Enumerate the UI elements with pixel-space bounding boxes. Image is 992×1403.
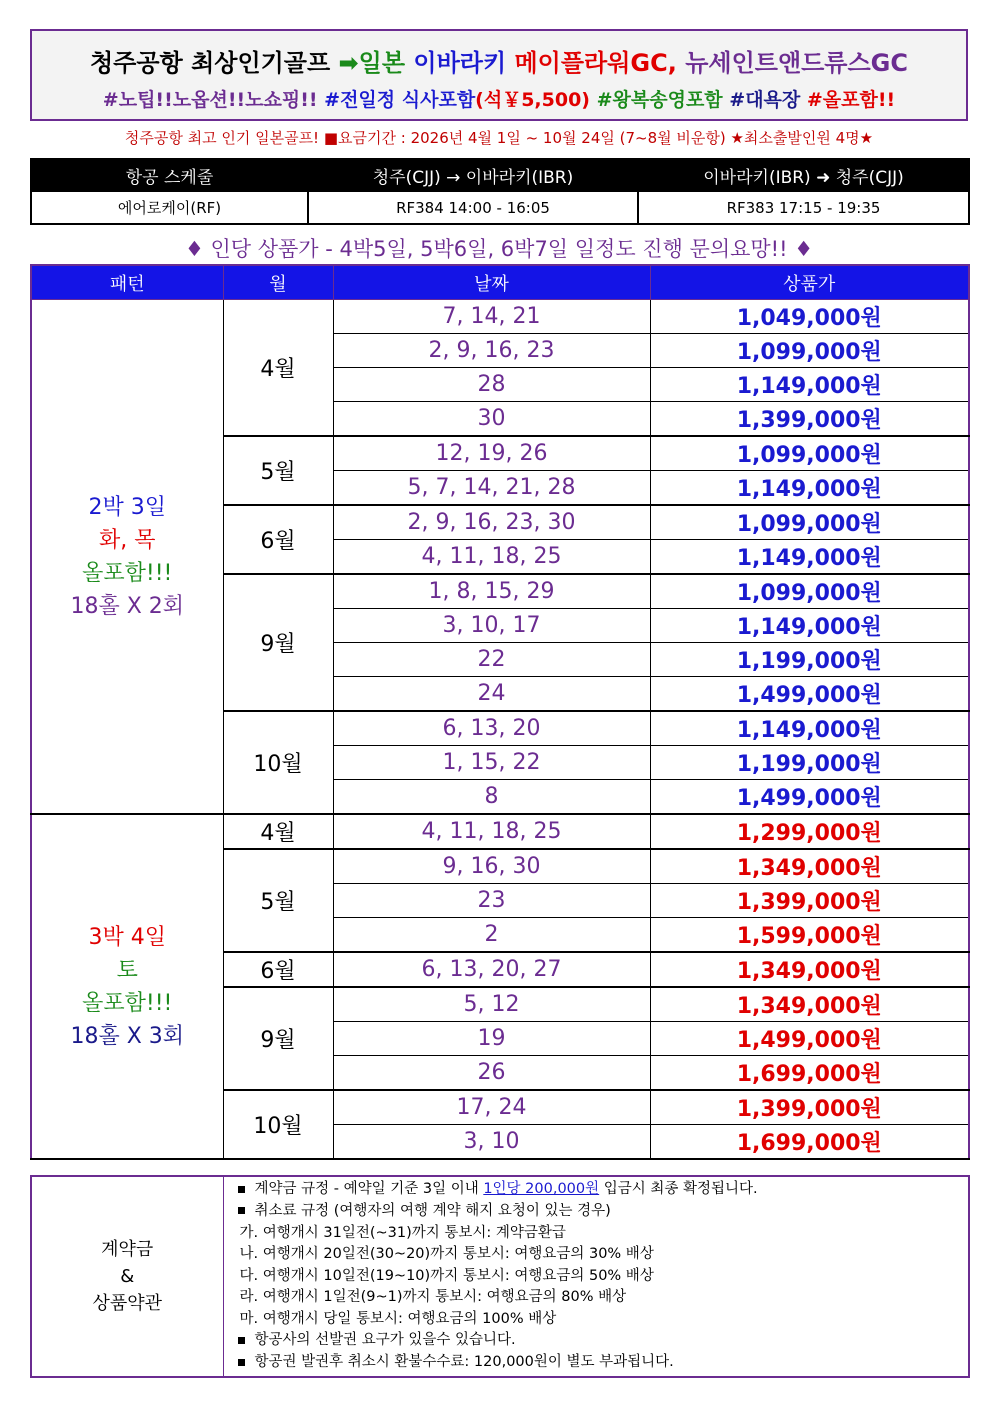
price-cell: 1,699,000원 xyxy=(650,1056,969,1091)
terms-text: 나. 여행개시 20일전(30~20)까지 통보시: 여행요금의 30% 배상 xyxy=(239,1246,654,1263)
price-cell: 1,099,000원 xyxy=(650,436,969,471)
dates-cell: 2 xyxy=(333,918,650,953)
dates-cell: 17, 24 xyxy=(333,1090,650,1125)
price-cell: 1,049,000원 xyxy=(650,300,969,334)
dates-cell: 3, 10, 17 xyxy=(333,609,650,643)
flight-schedule-table xyxy=(30,158,970,225)
pattern-line: 토 xyxy=(116,957,138,983)
price-header-dates: 날짜 xyxy=(333,265,650,300)
dates-cell: 5, 7, 14, 21, 28 xyxy=(333,471,650,506)
dates-cell: 2, 9, 16, 23, 30 xyxy=(333,505,650,540)
flight-return-time: RF383 17:15 - 19:35 xyxy=(638,191,969,224)
dates-cell: 12, 19, 26 xyxy=(333,436,650,471)
price-header-month: 월 xyxy=(223,265,333,300)
flight-outbound-time: RF384 14:00 - 16:05 xyxy=(308,191,638,224)
dates-cell: 3, 10 xyxy=(333,1125,650,1160)
square-bullet-icon xyxy=(238,1186,245,1193)
terms-item xyxy=(238,1330,969,1352)
pattern-line: 3박 4일 xyxy=(88,924,166,950)
price-table xyxy=(30,264,970,1160)
month-cell: 10월 xyxy=(223,711,333,814)
month-cell: 5월 xyxy=(223,436,333,505)
dates-cell: 19 xyxy=(333,1022,650,1056)
terms-text: 항공권 발권후 취소시 환불수수료: 120,000원이 별도 부과됩니다. xyxy=(254,1354,674,1371)
price-cell: 1,299,000원 xyxy=(650,814,969,849)
title-segment: 이바라키 xyxy=(413,49,515,77)
terms-text: 가. 여행개시 31일전(~31)까지 통보시: 계약금환급 xyxy=(239,1224,566,1241)
dates-cell: 30 xyxy=(333,402,650,437)
price-cell: 1,149,000원 xyxy=(650,471,969,506)
title-line-1 xyxy=(32,43,966,78)
dates-cell: 23 xyxy=(333,884,650,918)
dates-cell: 6, 13, 20, 27 xyxy=(333,952,650,987)
pattern-line: 올포함!!! xyxy=(82,990,173,1016)
dates-cell: 4, 11, 18, 25 xyxy=(333,814,650,849)
title-line-2 xyxy=(32,85,966,112)
dates-cell: 2, 9, 16, 23 xyxy=(333,334,650,368)
month-cell: 6월 xyxy=(223,952,333,987)
price-cell: 1,099,000원 xyxy=(650,574,969,609)
title-box xyxy=(30,29,968,121)
price-cell: 1,349,000원 xyxy=(650,987,969,1022)
dates-cell: 22 xyxy=(333,643,650,677)
table-row xyxy=(31,300,969,334)
price-cell: 1,149,000원 xyxy=(650,609,969,643)
month-cell: 9월 xyxy=(223,987,333,1090)
price-cell: 1,149,000원 xyxy=(650,368,969,402)
terms-label-line: 계약금 xyxy=(101,1239,154,1260)
price-table-body xyxy=(31,300,969,1160)
pattern-line: 18홀 X 2회 xyxy=(70,593,185,619)
dates-cell: 24 xyxy=(333,677,650,712)
pattern-cell xyxy=(31,300,223,815)
dates-cell: 8 xyxy=(333,780,650,815)
terms-item xyxy=(238,1244,969,1266)
terms-label-line: & xyxy=(120,1266,135,1287)
terms-text: 항공사의 선발권 요구가 있을수 있습니다. xyxy=(254,1332,516,1349)
month-cell: 9월 xyxy=(223,574,333,711)
terms-item xyxy=(238,1352,969,1374)
terms-text: 취소료 규정 (여행자의 여행 계약 해지 요청이 있는 경우) xyxy=(254,1202,611,1219)
hashtag-segment: #전일정 식사포함 xyxy=(324,89,476,111)
price-cell: 1,399,000원 xyxy=(650,1090,969,1125)
flight-header-outbound: 청주(CJJ) → 이바라키(IBR) xyxy=(308,159,638,191)
hashtag-segment: (석￥5,500) xyxy=(475,89,597,111)
hashtag-segment: #대욕장 xyxy=(729,89,807,111)
terms-label xyxy=(31,1176,223,1377)
terms-text: 마. 여행개시 당일 통보시: 여행요금의 100% 배상 xyxy=(239,1310,557,1327)
title-segment: ➡일본 xyxy=(338,49,414,77)
square-bullet-icon xyxy=(238,1337,245,1344)
hashtag-segment: #올포함!! xyxy=(806,89,896,111)
price-cell: 1,399,000원 xyxy=(650,884,969,918)
pattern-line: 올포함!!! xyxy=(82,560,173,586)
pattern-cell xyxy=(31,814,223,1159)
terms-item xyxy=(238,1309,969,1331)
price-cell: 1,199,000원 xyxy=(650,643,969,677)
month-cell: 6월 xyxy=(223,505,333,574)
flight-airline: 에어로케이(RF) xyxy=(31,191,308,224)
flight-header-return: 이바라키(IBR) ➜ 청주(CJJ) xyxy=(638,159,969,191)
terms-label-line: 상품약관 xyxy=(92,1293,163,1314)
terms-table xyxy=(30,1175,970,1378)
terms-text: 라. 여행개시 1일전(9~1)까지 통보시: 여행요금의 80% 배상 xyxy=(239,1289,627,1306)
price-cell: 1,499,000원 xyxy=(650,780,969,815)
price-cell: 1,499,000원 xyxy=(650,677,969,712)
price-cell: 1,699,000원 xyxy=(650,1125,969,1160)
price-cell: 1,199,000원 xyxy=(650,746,969,780)
square-bullet-icon xyxy=(238,1207,245,1214)
hashtag-segment: #왕복송영포함 xyxy=(596,89,730,111)
price-header-pattern: 패턴 xyxy=(31,265,223,300)
per-person-price-note: ♦ 인당 상품가 - 4박5일, 5박6일, 6박7일 일정도 진행 문의요망!! ♦ xyxy=(184,237,814,261)
terms-text: 계약금 규정 - 예약일 기준 3일 이내 xyxy=(254,1181,484,1198)
pattern-line: 18홀 X 3회 xyxy=(70,1023,185,1049)
terms-item xyxy=(238,1223,969,1245)
title-segment: 뉴세인트앤드류스GC xyxy=(685,49,908,77)
dates-cell: 5, 12 xyxy=(333,987,650,1022)
month-cell: 10월 xyxy=(223,1090,333,1159)
pattern-line: 2박 3일 xyxy=(88,494,166,520)
dates-cell: 26 xyxy=(333,1056,650,1091)
dates-cell: 7, 14, 21 xyxy=(333,300,650,334)
price-cell: 1,099,000원 xyxy=(650,334,969,368)
dates-cell: 4, 11, 18, 25 xyxy=(333,540,650,575)
dates-cell: 1, 15, 22 xyxy=(333,746,650,780)
dates-cell: 9, 16, 30 xyxy=(333,849,650,884)
table-row xyxy=(31,814,969,849)
month-cell: 5월 xyxy=(223,849,333,952)
hashtag-segment: #노팁!!노옵션!!노쇼핑!! xyxy=(102,89,325,111)
terms-item xyxy=(238,1287,969,1309)
pattern-line: 화, 목 xyxy=(99,527,156,553)
price-cell: 1,099,000원 xyxy=(650,505,969,540)
price-cell: 1,349,000원 xyxy=(650,849,969,884)
terms-text: 다. 여행개시 10일전(19~10)까지 통보시: 여행요금의 50% 배상 xyxy=(239,1267,654,1284)
square-bullet-icon xyxy=(238,1359,245,1366)
title-segment: 청주공항 최상인기골프 xyxy=(89,49,339,77)
terms-item xyxy=(238,1179,969,1201)
price-cell: 1,599,000원 xyxy=(650,918,969,953)
price-header-price: 상품가 xyxy=(650,265,969,300)
month-cell: 4월 xyxy=(223,300,333,437)
terms-text: 입금시 최종 확정됩니다. xyxy=(599,1181,758,1198)
title-segment: 메이플라워GC, xyxy=(514,49,686,77)
terms-text: 1인당 200,000원 xyxy=(483,1181,600,1198)
price-cell: 1,349,000원 xyxy=(650,952,969,987)
dates-cell: 1, 8, 15, 29 xyxy=(333,574,650,609)
price-cell: 1,399,000원 xyxy=(650,402,969,437)
terms-item xyxy=(238,1266,969,1288)
dates-cell: 28 xyxy=(333,368,650,402)
month-cell: 4월 xyxy=(223,814,333,849)
price-cell: 1,149,000원 xyxy=(650,711,969,746)
flight-header-schedule: 항공 스케줄 xyxy=(31,159,308,191)
terms-item xyxy=(238,1201,969,1223)
price-cell: 1,149,000원 xyxy=(650,540,969,575)
price-period-notice: 청주공항 최고 인기 일본골프! ■요금기간 : 2026년 4월 1일 ~ 10월 24일 (7~8월 비운항) ★최소출발인원 4명★ xyxy=(124,129,874,147)
dates-cell: 6, 13, 20 xyxy=(333,711,650,746)
terms-list xyxy=(223,1176,969,1377)
price-cell: 1,499,000원 xyxy=(650,1022,969,1056)
